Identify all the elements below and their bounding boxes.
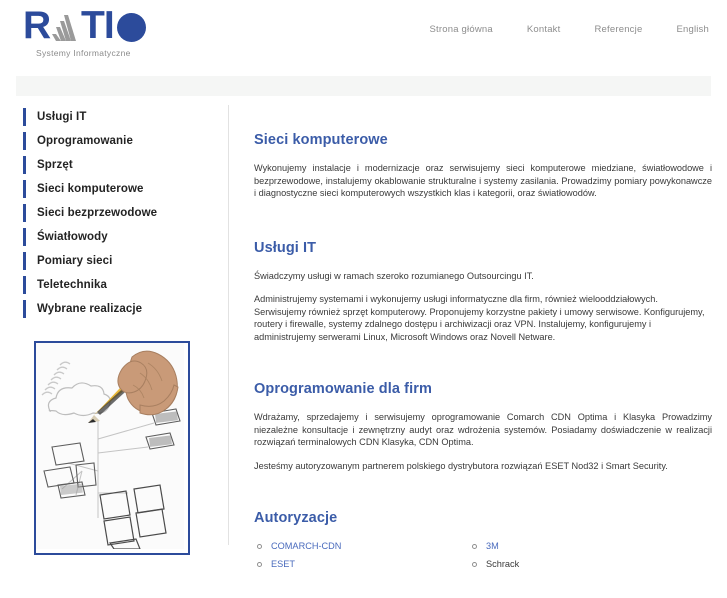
circle-bullet-icon — [257, 562, 262, 567]
menu-marker-icon — [23, 180, 26, 198]
menu-marker-icon — [23, 156, 26, 174]
authorization-item — [469, 558, 684, 570]
authorization-label: Schrack — [486, 559, 520, 569]
authorization-link[interactable]: 3M — [486, 541, 499, 551]
sidebar-item-swiatlowody[interactable] — [0, 225, 228, 249]
menu-marker-icon — [23, 204, 26, 222]
authorization-item[interactable] — [469, 540, 684, 552]
sidebar-item-sieci-komputerowe[interactable] — [0, 177, 228, 201]
section-autoryzacje — [254, 494, 712, 576]
sidebar-item-oprogramowanie[interactable] — [0, 129, 228, 153]
menu-marker-icon — [23, 252, 26, 270]
sidebar-item-label[interactable]: Teletechnika — [37, 279, 108, 291]
content-area — [0, 105, 727, 569]
section-paragraph: Jesteśmy autoryzowanym partnerem polskiego dystrybutora rozwiązań ESET Nod32 i Smart Security. — [254, 460, 668, 471]
sidebar-item-label[interactable]: Światłowody — [37, 231, 108, 243]
sidebar-item-label[interactable]: Sieci bezprzewodowe — [37, 207, 158, 219]
section-paragraph: Wykonujemy instalacje i modernizacje oraz serwisujemy sieci komputerowe miedziane, światłowodowe i bezprzewodowe, instalujemy okablowanie strukturalne i systemy zasilania. Prowadzimy pomiary powykonawcze i diagnostyczne sieci komputerowych wszystkich klas i kategorii, oraz światłowodów. — [254, 163, 712, 198]
sidebar-item-teletechnika[interactable] — [0, 273, 228, 297]
sidebar-item-label[interactable]: Pomiary sieci — [37, 255, 113, 267]
logo-letters-ti: TI — [81, 4, 114, 47]
sidebar-item-label[interactable]: Sieci komputerowe — [37, 183, 144, 195]
section-heading: Autoryzacje — [254, 510, 338, 526]
main-content — [254, 105, 712, 598]
section-heading: Sieci komputerowe — [254, 132, 388, 148]
circle-bullet-icon — [472, 562, 477, 567]
column-divider — [228, 105, 229, 545]
authorization-link[interactable]: ESET — [271, 559, 295, 569]
sidebar-item-label[interactable]: Usługi IT — [37, 111, 87, 123]
menu-marker-icon — [23, 132, 26, 150]
nav-item-referencje[interactable]: Referencje — [594, 24, 643, 35]
sidebar — [0, 105, 228, 321]
authorization-item[interactable] — [254, 540, 469, 552]
logo-tagline: Systemy Informatyczne — [36, 48, 131, 58]
sidebar-item-sprzet[interactable] — [0, 153, 228, 177]
section-paragraph: Świadczymy usługi w ramach szeroko rozumianego Outsourcingu IT. — [254, 270, 534, 281]
sidebar-item-pomiary-sieci[interactable] — [0, 249, 228, 273]
nav-item-strona-glowna[interactable]: Strona główna — [429, 24, 493, 35]
section-sieci-komputerowe — [254, 105, 712, 200]
menu-marker-icon — [23, 228, 26, 246]
authorizations-column-right — [469, 540, 684, 576]
sidebar-item-uslugi-it[interactable] — [0, 105, 228, 129]
top-navigation — [430, 24, 709, 35]
authorizations-column-left — [254, 540, 469, 576]
sidebar-item-wybrane-realizacje[interactable] — [0, 297, 228, 321]
sidebar-item-label[interactable]: Wybrane realizacje — [37, 303, 143, 315]
striped-letter-a-icon — [50, 13, 83, 43]
authorization-item[interactable] — [254, 558, 469, 570]
section-heading: Oprogramowanie dla firm — [254, 381, 432, 397]
logo-mark — [23, 4, 163, 47]
authorizations-columns — [254, 540, 712, 576]
sidebar-item-sieci-bezprzewodowe[interactable] — [0, 201, 228, 225]
section-uslugi-it — [254, 222, 712, 344]
section-paragraph: Wdrażamy, sprzedajemy i serwisujemy oprogramowanie Comarch CDN Optima i Klasyka Prowadzimy niezależne konsultacje i zewnętrzny audyt oraz wdrożenia systemów. Posiadamy doświadczenie w realizacji rozwiązań terminalowych CDN Klasyka, CDN Optima. — [254, 412, 712, 447]
solid-circle-o-icon — [117, 13, 146, 42]
sidebar-item-label[interactable]: Oprogramowanie — [37, 135, 133, 147]
section-paragraph: Administrujemy systemami i wykonujemy usługi informatyczne dla firm, również wielooddziałowych. Serwisujemy również sprzęt komputerowy. Proponujemy korzystne pakiety i umowy serwisowe. Konfigurujemy, routery i firewalle, systemy zdalnego dostępu i archiwizacji oraz VPN. Instalujemy, konfigurujemy i administrujemy serwerami Linux, Microsoft Windows oraz Novell Netware. — [254, 294, 705, 342]
authorization-link[interactable]: COMARCH-CDN — [271, 541, 342, 551]
menu-marker-icon — [23, 300, 26, 318]
menu-marker-icon — [23, 108, 26, 126]
logo-letter-r: R — [23, 4, 51, 47]
header-divider-band — [16, 76, 711, 96]
section-heading: Usługi IT — [254, 239, 317, 256]
nav-item-english[interactable]: English — [676, 24, 709, 35]
section-oprogramowanie-dla-firm — [254, 365, 712, 472]
nav-item-kontakt[interactable]: Kontakt — [526, 24, 561, 35]
sidebar-menu — [0, 105, 228, 321]
hand-drawing-network-diagram-photo — [34, 341, 190, 555]
sidebar-item-label[interactable]: Sprzęt — [37, 159, 73, 171]
site-logo[interactable] — [23, 4, 198, 58]
site-header — [0, 0, 727, 75]
menu-marker-icon — [23, 276, 26, 294]
